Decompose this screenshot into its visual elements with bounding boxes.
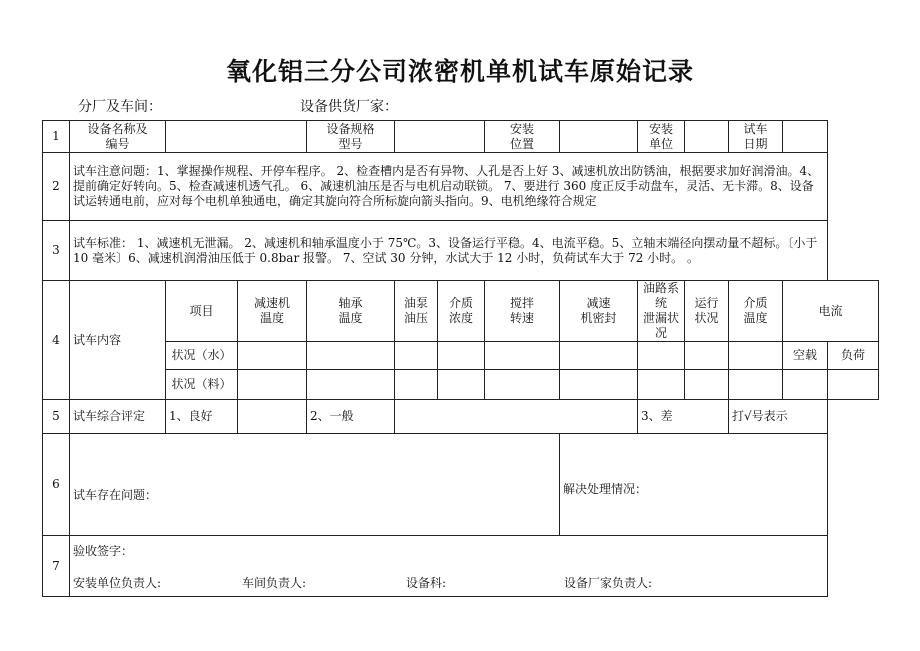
install-position-value[interactable] (560, 121, 638, 153)
cell[interactable] (395, 370, 438, 400)
rating-fair[interactable]: 2、一般 (307, 400, 395, 434)
test-problems[interactable]: 试车存在问题： (70, 434, 560, 536)
install-unit-value[interactable] (685, 121, 729, 153)
workshop-head-label[interactable]: 车间负责人: (242, 576, 307, 590)
idle-current-label: 空载 (783, 342, 828, 370)
page-title: 氧化铝三分公司浓密机单机试车原始记录 (225, 57, 694, 86)
rating-poor[interactable]: 3、差 (638, 400, 729, 434)
device-spec-value[interactable] (395, 121, 485, 153)
col-header-run-state: 运行 状况 (685, 281, 729, 342)
test-content-label: 试车内容 (70, 281, 166, 400)
col-header-oil-pressure: 油泵 油压 (395, 281, 438, 342)
cell[interactable] (485, 370, 560, 400)
test-date-label: 试车 日期 (729, 121, 783, 153)
cell[interactable] (238, 342, 307, 370)
row-number-1: 1 (43, 121, 70, 153)
cell[interactable] (560, 342, 638, 370)
cell[interactable] (485, 342, 560, 370)
test-record-form (42, 120, 879, 597)
equipment-dept-label[interactable]: 设备科: (406, 576, 447, 590)
supplier-head-label[interactable]: 设备厂家负责人: (564, 576, 653, 590)
test-standards: 试车标准： 1、减速机无泄漏。 2、减速机和轴承温度小于 75℃。3、设备运行平稳。4、电流平稳。5、立轴末端径向摆动量不超标。〔小于 10 毫米〕6、减速机润滑油压低于 0.8bar 报警。 7、空试 30 分钟，水试大于 12 小时，负荷试车大于 72 小时。 。 (70, 221, 828, 281)
row-number-5: 5 (43, 400, 70, 434)
cell[interactable] (729, 342, 783, 370)
cell[interactable] (783, 370, 828, 400)
check-mark-note: 打√号表示 (729, 400, 828, 434)
overall-rating-label: 试车综合评定 (70, 400, 166, 434)
install-unit-label: 安装 单位 (638, 121, 685, 153)
device-name-label: 设备名称及 编号 (70, 121, 166, 153)
col-header-reducer-seal: 减速 机密封 (560, 281, 638, 342)
cell[interactable] (729, 370, 783, 400)
col-header-item: 项目 (166, 281, 238, 342)
install-unit-head-label[interactable]: 安装单位负责人: (73, 576, 162, 590)
device-name-value[interactable] (166, 121, 307, 153)
row-number-4: 4 (43, 281, 70, 400)
acceptance-signature-area (70, 536, 828, 597)
cell[interactable] (828, 370, 879, 400)
supplier-label: 设备供货厂家： (300, 99, 398, 115)
cell[interactable] (395, 342, 438, 370)
col-header-medium-density: 介质 浓度 (438, 281, 485, 342)
col-header-reducer-temp: 减速机 温度 (238, 281, 307, 342)
col-header-oil-leak: 油路系统 泄漏状况 (638, 281, 685, 342)
cell[interactable] (638, 370, 685, 400)
plant-workshop-label: 分厂及车间： (78, 99, 162, 115)
acceptance-label: 验收签字： (73, 544, 134, 558)
row-number-2: 2 (43, 153, 70, 221)
col-header-current: 电流 (783, 281, 879, 342)
cell[interactable] (307, 370, 395, 400)
cell[interactable] (438, 370, 485, 400)
col-header-stir-speed: 搅拌 转速 (485, 281, 560, 342)
cell[interactable] (685, 370, 729, 400)
row-number-3: 3 (43, 221, 70, 281)
col-header-medium-temp: 介质 温度 (729, 281, 783, 342)
device-spec-label: 设备规格 型号 (307, 121, 395, 153)
rating-good-box[interactable] (238, 400, 307, 434)
cell[interactable] (438, 342, 485, 370)
cell[interactable] (238, 370, 307, 400)
state-water-label: 状况（水） (166, 342, 238, 370)
test-date-value[interactable] (783, 121, 828, 153)
col-header-bearing-temp: 轴承 温度 (307, 281, 395, 342)
cell[interactable] (307, 342, 395, 370)
rating-fair-box[interactable] (395, 400, 638, 434)
load-current-label: 负荷 (828, 342, 879, 370)
row-number-7: 7 (43, 536, 70, 597)
cell[interactable] (685, 342, 729, 370)
test-precautions: 试车注意问题：1、掌握操作规程、开停车程序。 2、检查槽内是否有异物、人孔是否上好 3、减速机放出防锈油，根据要求加好润滑油。4、提前确定好转向。5、检查减速机透气孔。 6、减速机油压是否与电机启动联锁。 7、要进行 360 度正反手动盘车，灵活、无卡滞。8、设备试运转通电前，应对每个电机单独通电，确定其旋向符合所标旋向箭头指向。9、电机绝缘符合规定 (70, 153, 828, 221)
row-number-6: 6 (43, 434, 70, 536)
cell[interactable] (638, 342, 685, 370)
cell[interactable] (560, 370, 638, 400)
rating-good[interactable]: 1、良好 (166, 400, 238, 434)
state-material-label: 状况（料） (166, 370, 238, 400)
solution-status[interactable]: 解决处理情况： (560, 434, 828, 536)
install-position-label: 安装 位置 (485, 121, 560, 153)
